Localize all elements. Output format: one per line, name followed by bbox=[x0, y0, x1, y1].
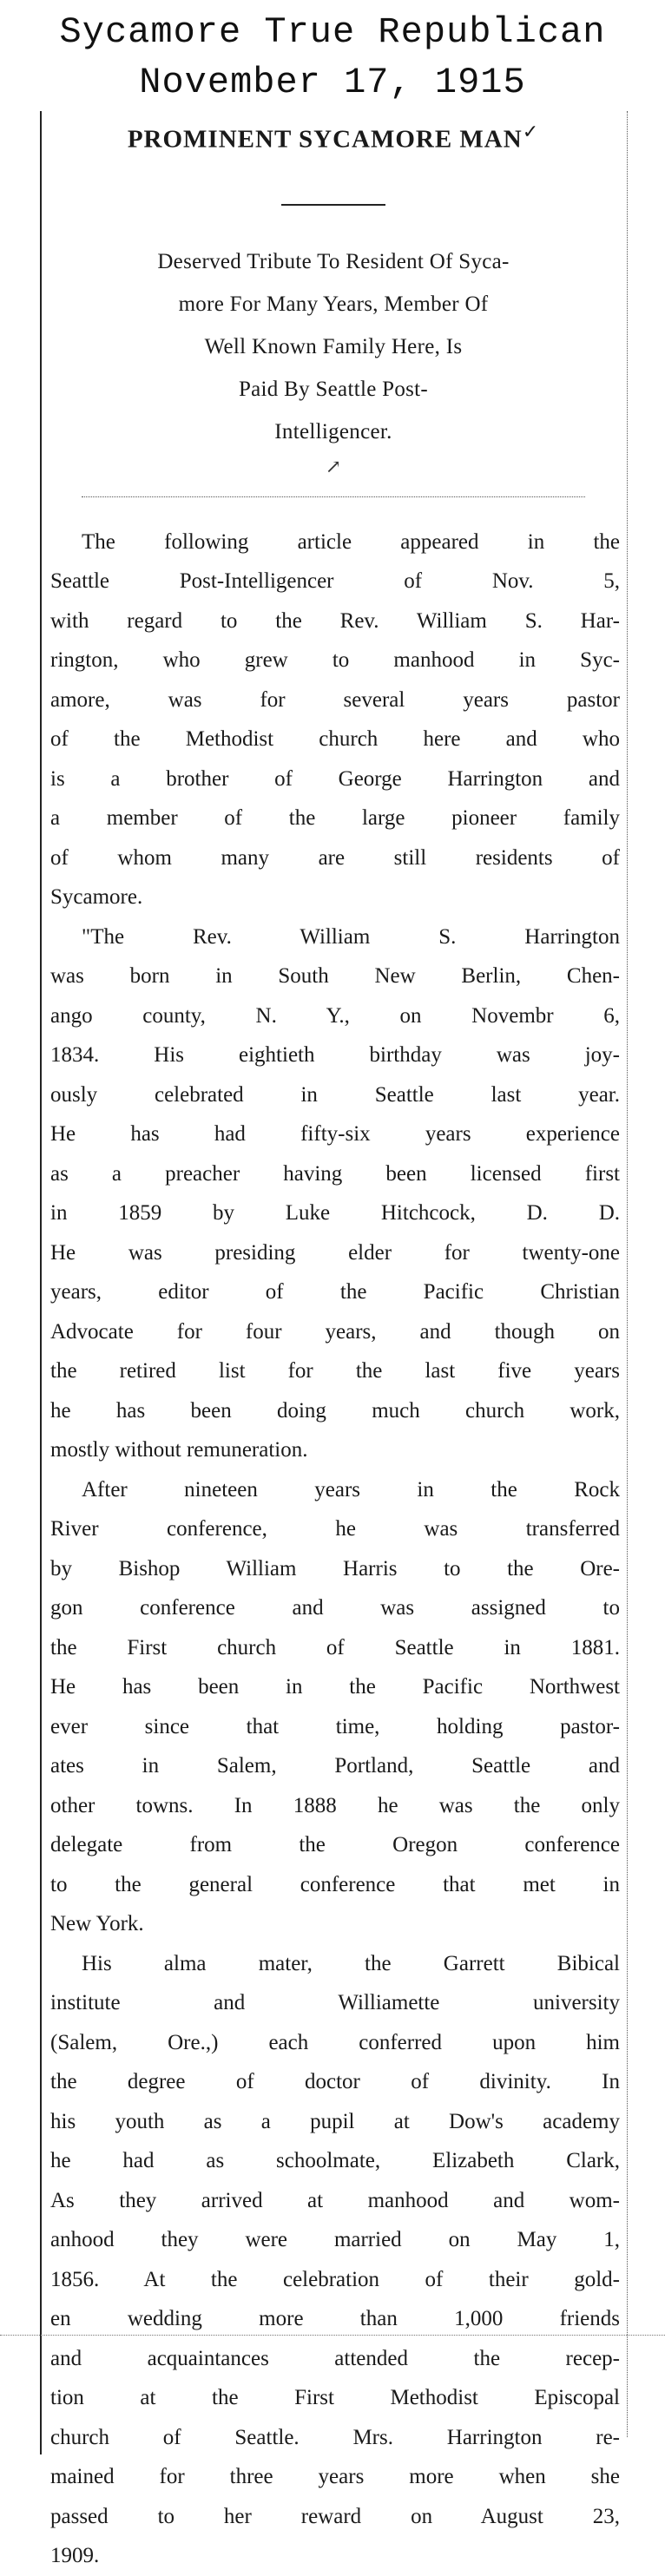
pencil-mark-icon: ↗ bbox=[325, 455, 342, 477]
article-line: As they arrived at manhood and wom- bbox=[50, 2188, 620, 2212]
masthead bbox=[0, 7, 665, 108]
article-line: with regard to the Rev. William S. Har- bbox=[50, 608, 620, 633]
article-line: the retired list for the last five years bbox=[50, 1359, 620, 1383]
article-line: church of Seattle. Mrs. Harrington re- bbox=[50, 2425, 620, 2449]
article-line: was born in South New Berlin, Chen- bbox=[50, 964, 620, 989]
deck-line: Paid By Seattle Post- bbox=[238, 377, 429, 401]
newspaper-name: Sycamore True Republican bbox=[59, 11, 606, 53]
article-line: 1909. bbox=[50, 2544, 100, 2568]
article-line: in 1859 by Luke Hitchcock, D. D. bbox=[50, 1201, 620, 1226]
article-line: anhood they were married on May 1, bbox=[50, 2228, 620, 2252]
article-line: New York. bbox=[50, 1912, 144, 1936]
article-line: ango county, N. Y., on Novembr 6, bbox=[50, 1003, 620, 1028]
article-line: years, editor of the Pacific Christian bbox=[50, 1280, 620, 1304]
article-line: his youth as a pupil at Dow's academy bbox=[50, 2109, 620, 2133]
publication-date: November 17, 1915 bbox=[139, 62, 526, 103]
article-line: His alma mater, the Garrett Bibical bbox=[82, 1951, 620, 1975]
article-line: He has been in the Pacific Northwest bbox=[50, 1675, 620, 1699]
article-line: mained for three years more when she bbox=[50, 2465, 620, 2489]
article-line: The following article appeared in the bbox=[82, 529, 620, 554]
article-line: 1856. At the celebration of their gold- bbox=[50, 2267, 620, 2291]
article-line: amore, was for several years pastor bbox=[50, 687, 620, 712]
headline-divider bbox=[281, 204, 385, 206]
article-line: tion at the First Methodist Episcopal bbox=[50, 2386, 620, 2410]
article-line: He has had fifty-six years experience bbox=[50, 1122, 620, 1147]
article-line: (Salem, Ore.,) each conferred upon him bbox=[50, 2030, 620, 2054]
article-line: He was presiding elder for twenty-one bbox=[50, 1240, 620, 1265]
column-rule-left bbox=[40, 111, 42, 2454]
article-line: mostly without remuneration. bbox=[50, 1438, 308, 1462]
article-line: ously celebrated in Seattle last year. bbox=[50, 1082, 620, 1107]
deck-line: Well Known Family Here, Is bbox=[204, 334, 463, 358]
article-line: and acquaintances attended the recep- bbox=[50, 2346, 620, 2370]
article-line: Seattle Post-Intelligencer of Nov. 5, bbox=[50, 569, 620, 594]
article-body bbox=[50, 522, 620, 2576]
check-mark-icon: ✓ bbox=[522, 121, 540, 142]
article-line: he had as schoolmate, Elizabeth Clark, bbox=[50, 2149, 620, 2173]
article-column bbox=[40, 111, 627, 2568]
deck-line: more For Many Years, Member Of bbox=[178, 292, 489, 316]
article-paragraph bbox=[50, 522, 620, 917]
column-rule-right bbox=[627, 111, 629, 2437]
article-line: other towns. In 1888 he was the only bbox=[50, 1793, 620, 1817]
article-line: is a brother of George Harrington and bbox=[50, 766, 620, 791]
article-line: After nineteen years in the Rock bbox=[82, 1477, 620, 1502]
article-line: Advocate for four years, and though on bbox=[50, 1319, 620, 1344]
article-line: as a preacher having been licensed first bbox=[50, 1161, 620, 1186]
article-line: he has been doing much church work, bbox=[50, 1398, 620, 1423]
article-line: a member of the large pioneer family bbox=[50, 806, 620, 831]
article-headline bbox=[40, 115, 627, 157]
article-line: institute and Williamette university bbox=[50, 1991, 620, 2015]
article-line: 1834. His eightieth birthday was joy- bbox=[50, 1043, 620, 1068]
article-line: to the general conference that met in bbox=[50, 1872, 620, 1896]
deck-line: Deserved Tribute To Resident Of Syca- bbox=[157, 249, 510, 273]
article-line: of whom many are still residents of bbox=[50, 845, 620, 870]
article-deck bbox=[50, 240, 616, 453]
article-line: passed to her reward on August 23, bbox=[50, 2504, 620, 2528]
article-line: the First church of Seattle in 1881. bbox=[50, 1635, 620, 1659]
article-line: by Bishop William Harris to the Ore- bbox=[50, 1556, 620, 1580]
article-paragraph bbox=[50, 1944, 620, 2576]
article-line: Sycamore. bbox=[50, 885, 143, 910]
article-line: en wedding more than 1,000 friends bbox=[50, 2307, 620, 2331]
article-line: "The Rev. William S. Harrington bbox=[82, 924, 620, 949]
article-line: the degree of doctor of divinity. In bbox=[50, 2070, 620, 2094]
article-line: delegate from the Oregon conference bbox=[50, 1833, 620, 1857]
deck-divider bbox=[82, 496, 585, 498]
article-line: ever since that time, holding pastor- bbox=[50, 1714, 620, 1738]
headline-text: PROMINENT SYCAMORE MAN bbox=[127, 125, 523, 154]
deck-line: Intelligencer. bbox=[274, 419, 392, 444]
article-line: of the Methodist church here and who bbox=[50, 727, 620, 752]
article-line: rington, who grew to manhood in Syc- bbox=[50, 648, 620, 673]
article-line: River conference, he was transferred bbox=[50, 1517, 620, 1541]
article-line: gon conference and was assigned to bbox=[50, 1596, 620, 1620]
article-paragraph bbox=[50, 1470, 620, 1944]
clipping-edge bbox=[0, 2335, 665, 2336]
article-paragraph bbox=[50, 917, 620, 1470]
article-line: ates in Salem, Portland, Seattle and bbox=[50, 1754, 620, 1778]
